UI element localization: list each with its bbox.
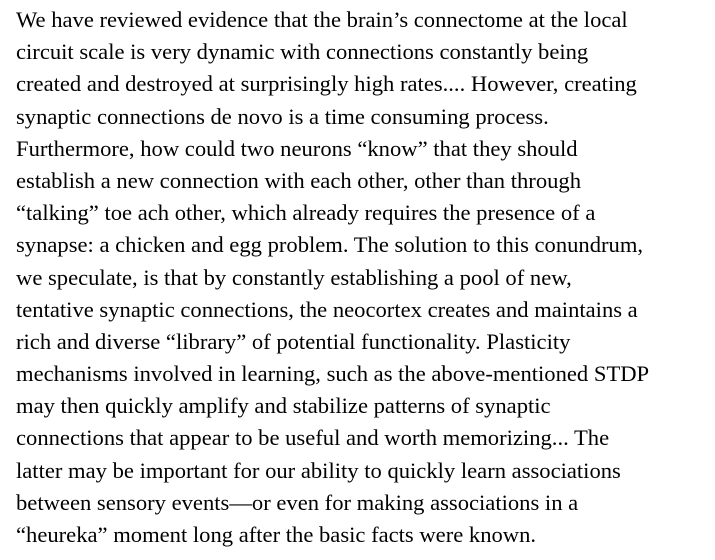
text-line: between sensory events—or even for making associations in a [16,489,579,515]
text-line: we speculate, is that by constantly establishing a pool of new, [16,264,572,290]
text-line: “talking” toe ach other, which already requires the presence of a [16,200,596,226]
text-line: rich and diverse “library” of potential functionality. Plasticity [16,328,571,354]
text-line: circuit scale is very dynamic with connections constantly being [16,39,589,65]
text-passage [16,4,649,551]
text-line: connections that appear to be useful and worth memorizing... The [16,425,610,451]
text-line: synaptic connections de novo is a time consuming process. [16,103,549,129]
text-line: tentative synaptic connections, the neocortex creates and maintains a [16,296,638,322]
text-line: establish a new connection with each other, other than through [16,167,582,193]
text-line: mechanisms involved in learning, such as the above-mentioned STDP [16,361,650,387]
text-line: may then quickly amplify and stabilize patterns of synaptic [16,393,551,419]
text-line: latter may be important for our ability to quickly learn associations [16,457,621,483]
text-line: Furthermore, how could two neurons “know” that they should [16,135,578,161]
text-line: “heureka” moment long after the basic facts were known. [16,522,537,547]
text-line: created and destroyed at surprisingly high rates.... However, creating [16,71,637,97]
text-line: We have reviewed evidence that the brain’s connectome at the local [16,7,628,32]
text-line: synapse: a chicken and egg problem. The solution to this conundrum, [16,232,644,258]
